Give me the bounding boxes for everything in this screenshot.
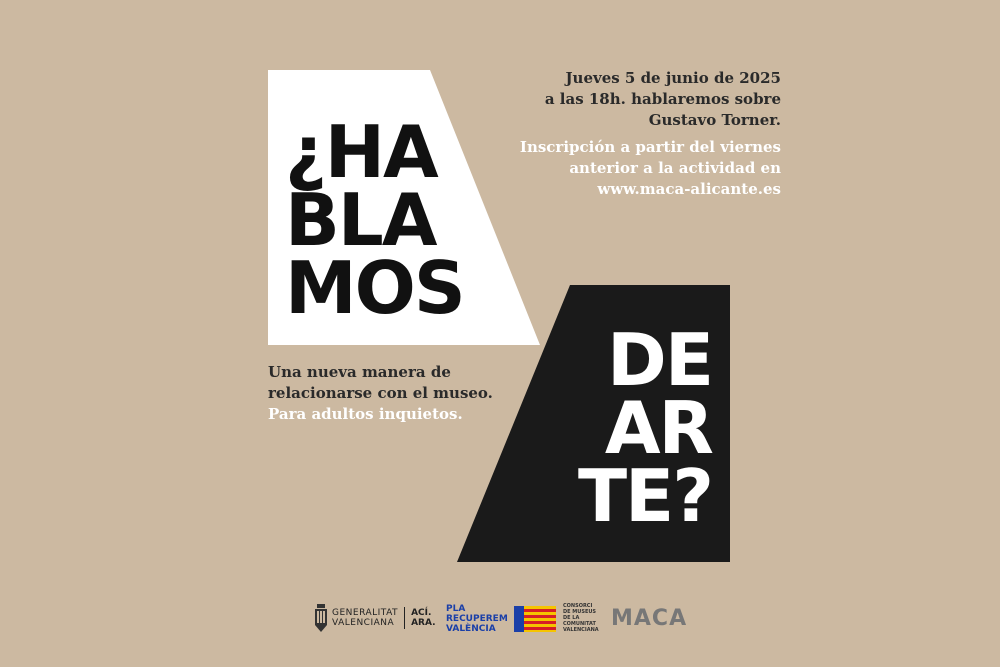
headline-line-2: BLA bbox=[285, 178, 436, 262]
tagline-line-2: relacionarse con el museo. bbox=[268, 384, 493, 402]
headline-line-3: MOS bbox=[285, 246, 464, 330]
pla-text-2: RECUPEREM bbox=[446, 614, 508, 624]
sponsor-logos bbox=[0, 600, 1000, 640]
consorci-text-5: VALENCIANA bbox=[563, 627, 599, 633]
registration-line-2: anterior a la actividad en bbox=[569, 159, 781, 177]
pla-text-1: PLA bbox=[446, 604, 466, 614]
pla-text-3: VALÈNCIA bbox=[446, 624, 496, 634]
generalitat-text-2: VALENCIANA bbox=[332, 618, 395, 628]
headline-line-1: ¿HA bbox=[285, 110, 437, 194]
headline-line-6: TE? bbox=[577, 454, 712, 538]
event-date: Jueves 5 de junio de 2025 bbox=[565, 69, 781, 87]
tagline bbox=[268, 362, 493, 425]
tagline-line-1: Una nueva manera de bbox=[268, 363, 451, 381]
consorci-text-4: COMUNITAT bbox=[563, 621, 596, 627]
registration-url[interactable]: www.maca-alicante.es bbox=[597, 180, 781, 198]
event-info bbox=[520, 68, 781, 200]
registration-line-1: Inscripción a partir del viernes bbox=[519, 138, 781, 156]
event-subject: Gustavo Torner. bbox=[648, 111, 781, 129]
generalitat-text-1: GENERALITAT bbox=[332, 608, 399, 618]
senyera-flag-icon bbox=[514, 606, 556, 632]
maca-logo: MACA bbox=[611, 606, 688, 631]
ara-text: ARA. bbox=[411, 618, 436, 628]
tagline-line-3: Para adultos inquietos. bbox=[268, 405, 463, 423]
headline-line-4: DE bbox=[607, 318, 712, 402]
consorci-text-3: DE LA bbox=[563, 615, 580, 621]
pla-recuperem-logo bbox=[446, 604, 556, 634]
generalitat-logo bbox=[314, 604, 436, 632]
consorci-text-2: DE MUSEUS bbox=[563, 609, 597, 615]
consorci-museus-logo bbox=[563, 603, 599, 633]
headline-line-5: AR bbox=[604, 386, 712, 470]
logo-divider bbox=[404, 607, 405, 629]
crest-icon bbox=[314, 604, 328, 632]
aci-text: ACÍ. bbox=[411, 608, 432, 618]
event-time: a las 18h. hablaremos sobre bbox=[544, 90, 781, 108]
consorci-text-1: CONSORCI bbox=[563, 603, 593, 609]
